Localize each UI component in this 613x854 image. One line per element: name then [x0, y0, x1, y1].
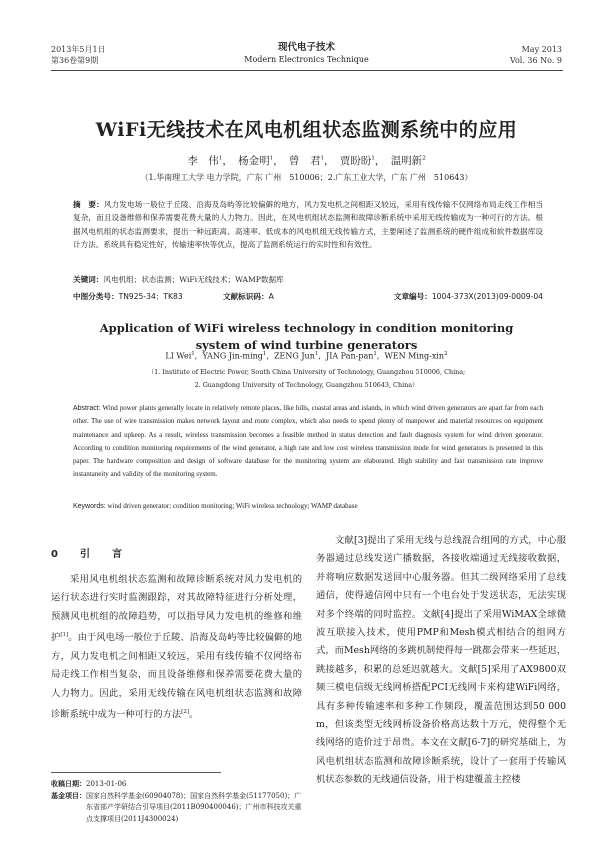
footnote-rule	[51, 772, 221, 773]
author-cn: 李 伟	[187, 155, 219, 167]
citation: [1]	[60, 632, 69, 639]
received-date	[51, 779, 302, 791]
author-cn: 杨金明	[238, 155, 270, 167]
header-volume: 第36卷第9期	[51, 56, 99, 65]
author-list-en: LI Wei$^1$, YANG Jin-ming$^1$, ZENG Jun$^1$, JIA Pan-pan$^1$, WEN Ming-xin$^2$	[165, 351, 448, 361]
paragraph-text: 文献[3]提出了采用无线与总线混合组网的方式，中心服务器通过总线发送广播数据，各接收端通过无线接收数据，并将响应数据发送回中心服务器。但其二级网络采用了总线通信，使得通信网中只有一个电台处于发送状态，无法实现对多个终端的同时监控。文献[4]提出了采用WiMAX全球微波互联接入技术，使用PMP和Mesh模式相结合的组网方式，而Mesh网络的多跳机制使得每一跳都会带来一些延迟，跳接越多，积累的总延迟就越大。文献[5]采用了AX9800双频三模电信级无线网桥搭配PCI无线网卡来构建WiFi网络，具有多种传输速率和多种工作频段，覆盖范围达到50 000 m，但该类型无线网桥设备价格高达数十万元，使得整个无线网络的造价过于昂贵。本文在文献[6-7]的研究基础上，为风电机组状态监测和故障诊断系统，设计了一套用于传输风机状态参数的无线通信设备，用于构建覆盖主控楼	[316, 535, 566, 786]
affiliation-en-line1: （1. Institute of Electric Power, South China University of Technology, Guangzhou 510006, China;	[147, 368, 466, 376]
header-vol-no: Vol. 36 No. 9	[509, 56, 562, 65]
paper-title-en-line1: Application of WiFi wireless technology in condition monitoring	[99, 321, 514, 335]
affiliation-en	[0, 366, 613, 392]
abstract-text-en: Wind power plants generally locate in relatively remote places, like hills, coastal areas and islands, in which wind driven generators are apart far from each other. The use of wire transmission makes network layout and route complex, which also needs to spend plenty of manpower and material resources on equipment maintenance and upkeep. As a result, wireless transmission becomes a feasible method in status detection and fault diagnosis system for wind driven generator. According to condition monitoring requirements of the wind generator, a high rate and low cost wireless transmission mode for wind generators is presented in this paper. The hardware composition and design of software database for the monitoring system are elaborated. High stability and fast transmission rate improve instantaneity and validity of the monitoring system.	[73, 404, 543, 479]
author-mark: 1	[218, 155, 223, 162]
author-mark: 1	[314, 351, 319, 357]
paragraph-text: 。由于风电场一般位于丘陵、沿海及岛屿等比较偏僻的地方，风力发电机之间相距又较远，采用有线传输不仅网络布局走线工作相当复杂，而且设备维修和保养需要花费大量的人力物力。因此，采用无线传输在风电机组状态监测和故障诊断系统中成为一种可行的方法	[51, 632, 302, 721]
footnote	[51, 779, 302, 825]
header-month: May 2013	[521, 45, 562, 54]
funding-label: 基金项目：	[51, 791, 86, 800]
author-mark: 1	[262, 351, 267, 357]
header-date: 2013年5月1日	[51, 45, 106, 54]
body-right-column	[316, 532, 566, 790]
abstract-label-cn: 摘 要：	[73, 200, 104, 209]
author-en: YANG Jin-ming	[202, 351, 263, 361]
funding-value: 国家自然科学基金(60904078)；国家自然科学基金(51177050)；广东省部产学研结合引导项目(2011B090400046)；广州市科技攻关重点支撑项目(2011J4300024)	[86, 791, 302, 823]
author-mark: 1	[191, 351, 195, 357]
header-rule	[51, 70, 563, 71]
abstract-text-cn: 风力发电场一般位于丘陵、沿海及岛屿等比较偏僻的地方，风力发电机之间相距又较远，采用有线传输不仅网络布局走线工作相当复杂，而且设备维修和保养需要花费大量的人力物力。因此，在风电机组状态监测和故障诊断系统中采用无线传输成为一种可行的方法。根据风电机组的状态监测要求，提出一种远距离、高速率、低成本的风电机组无线传输方式，主要阐述了监测系统的硬件组成和软件数据库设计方法。系统具有稳定性好，传输速率快等优点，提高了监测系统运行的实时性和有效性。	[73, 200, 543, 250]
keywords-text-en: wind driven generator; condition monitoring; WiFi wireless technology; WAMP database	[107, 502, 358, 510]
paragraph-text: 。	[188, 709, 199, 721]
journal-name-en: Modern Electronics Technique	[244, 55, 369, 64]
author-mark: 1	[373, 351, 377, 357]
author-mark: 1	[371, 155, 375, 162]
received-value: 2013-01-06	[86, 780, 127, 788]
abstract-cn	[73, 198, 543, 252]
doc-code-value: A	[268, 292, 274, 301]
abstract-label-en: Abstract:	[73, 405, 101, 412]
keywords-text-cn: 风电机组；状态监测；WiFi无线技术；WAMP数据库	[103, 275, 284, 284]
keywords-label-en: Keywords:	[73, 503, 106, 510]
author-mark: 2	[444, 351, 448, 357]
section-heading: 0 引 言	[51, 549, 128, 560]
keywords-cn	[73, 274, 543, 285]
paper-title-en	[0, 320, 613, 354]
author-mark: 1	[269, 155, 274, 162]
author-mark: 1	[320, 155, 324, 162]
author-cn: 温明新	[390, 155, 423, 167]
doc-code-label: 文献标识码：	[223, 292, 269, 301]
paragraph-text: 采用风电机组状态监测和故障诊断系统对风力发电机的运行状态进行实时监测跟踪，对其故障特征进行分析处理，预测风电机组的故障趋势，可以指导风力发电机的维修和维护	[51, 574, 302, 644]
author-cn: 曾 君	[289, 155, 321, 167]
received-label: 收稿日期：	[51, 780, 86, 788]
classification-line	[73, 291, 543, 302]
header-issue	[510, 44, 562, 66]
author-list-cn: 李 伟$^1$， 杨金明$^1$， 曾 君$^1$， 贾盼盼$^1$， 温明新$^2$	[187, 155, 426, 167]
article-no-label: 文章编号：	[393, 292, 432, 301]
keywords-label-cn: 关键词：	[73, 275, 104, 284]
author-mark: 2	[422, 155, 426, 162]
journal-name-cn: 现代电子技术	[277, 42, 335, 53]
body-left-column	[51, 571, 302, 724]
author-en: JIA Pan-pan	[325, 351, 374, 361]
paper-title-cn: WiFi无线技术在风电机组状态监测系统中的应用	[95, 119, 518, 141]
keywords-en	[73, 502, 543, 510]
citation: [2]	[181, 708, 189, 715]
affiliation-en-line2: 2. Guangdong University of Technology, Guangzhou 510643, China）	[194, 381, 419, 389]
paper-title-en-line2: system of wind turbine generators	[195, 338, 418, 352]
class-label: 中图分类号：	[73, 292, 119, 301]
author-cn: 贾盼盼	[339, 155, 372, 167]
author-en: ZENG Jun	[274, 351, 315, 361]
funding	[51, 791, 302, 826]
author-en: WEN Ming-xin	[384, 351, 445, 361]
article-no-value: 1004-373X(2013)09-0009-04	[431, 292, 543, 301]
author-en: LI Wei	[165, 351, 192, 361]
class-value: TN925-34；TK83	[118, 292, 183, 301]
affiliation-cn: （1.华南理工大学 电力学院，广东 广州 510006；2.广东工业大学，广东 广州 510643）	[140, 173, 473, 182]
abstract-en	[73, 402, 543, 482]
